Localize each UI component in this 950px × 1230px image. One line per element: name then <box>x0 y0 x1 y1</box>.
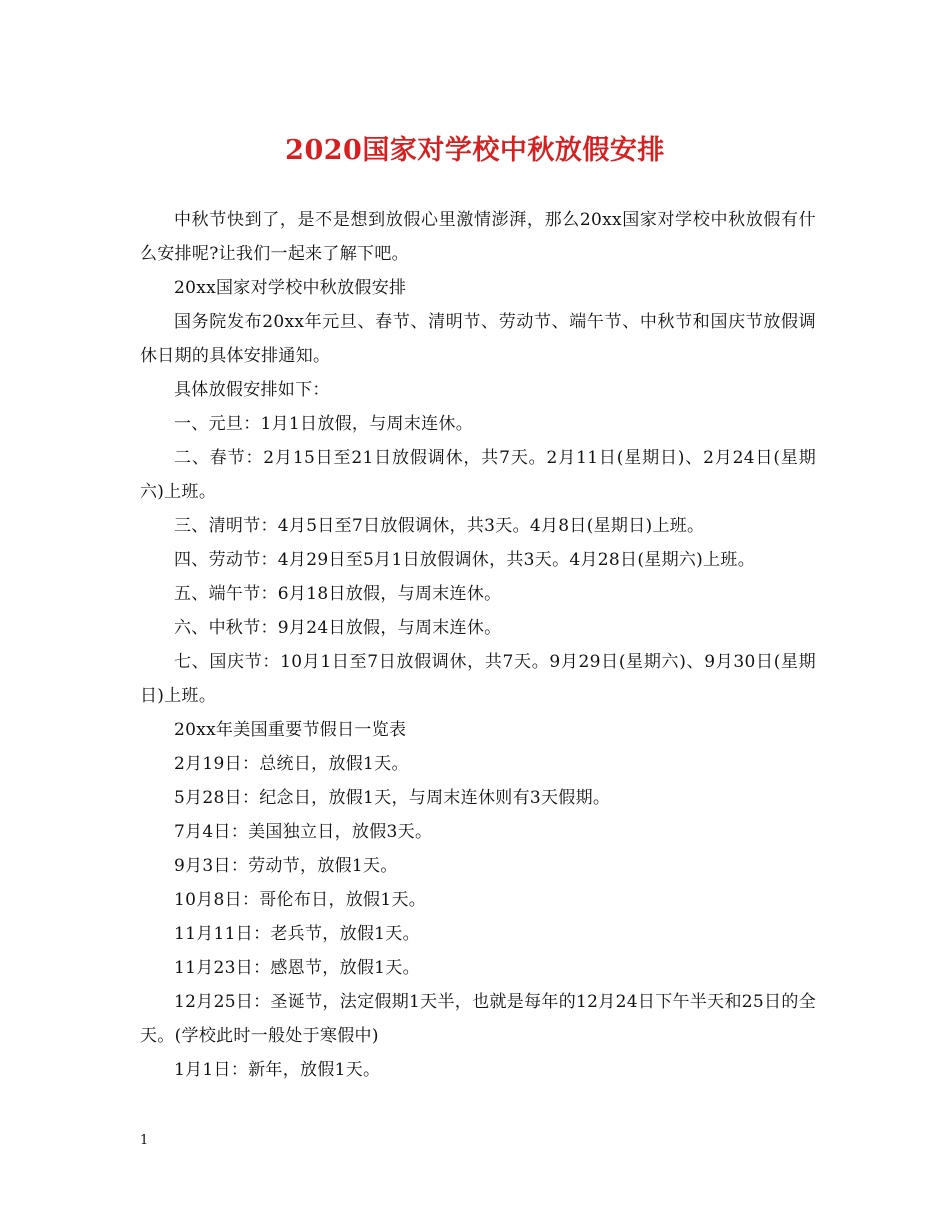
paragraph: 1月1日：新年，放假1天。 <box>174 1060 381 1080</box>
paragraph: 20xx国家对学校中秋放假安排 <box>174 278 407 298</box>
paragraph: 11月11日：老兵节，放假1天。 <box>174 924 420 944</box>
paragraph: 七、国庆节：10月1日至7日放假调休，共7天。9月29日(星期六)、9月30日(星期日)上班。 <box>140 652 816 706</box>
paragraph: 五、端午节：6月18日放假，与周末连休。 <box>174 584 502 604</box>
paragraph: 7月4日：美国独立日，放假3天。 <box>174 822 433 842</box>
paragraph: 三、清明节：4月5日至7日放假调休，共3天。4月8日(星期日)上班。 <box>174 516 705 536</box>
paragraph: 六、中秋节：9月24日放假，与周末连休。 <box>174 618 502 638</box>
paragraph: 5月28日：纪念日，放假1天，与周末连休则有3天假期。 <box>174 788 611 808</box>
paragraph: 二、春节：2月15日至21日放假调休，共7天。2月11日(星期日)、2月24日(星期六)上班。 <box>140 448 816 502</box>
paragraph: 具体放假安排如下： <box>174 380 330 400</box>
paragraph: 2月19日：总统日，放假1天。 <box>174 754 409 774</box>
paragraph: 四、劳动节：4月29日至5月1日放假调休，共3天。4月28日(星期六)上班。 <box>174 550 756 570</box>
document-title: 2020国家对学校中秋放假安排 <box>285 135 665 166</box>
paragraph: 9月3日：劳动节，放假1天。 <box>174 856 398 876</box>
paragraph: 中秋节快到了，是不是想到放假心里激情澎湃，那么20xx国家对学校中秋放假有什么安排呢?让我们一起来了解下吧。 <box>140 210 816 264</box>
paragraph: 国务院发布20xx年元旦、春节、清明节、劳动节、端午节、中秋节和国庆节放假调休日期的具体安排通知。 <box>140 312 816 366</box>
paragraph: 12月25日：圣诞节，法定假期1天半，也就是每年的12月24日下午半天和25日的全天。(学校此时一般处于寒假中) <box>140 992 816 1046</box>
paragraph: 一、元旦：1月1日放假，与周末连休。 <box>174 414 474 434</box>
page-number: 1 <box>140 1133 149 1148</box>
paragraph: 20xx年美国重要节假日一览表 <box>174 720 407 740</box>
paragraph: 11月23日：感恩节，放假1天。 <box>174 958 420 978</box>
paragraph: 10月8日：哥伦布日，放假1天。 <box>174 890 427 910</box>
document-body <box>140 203 816 1087</box>
